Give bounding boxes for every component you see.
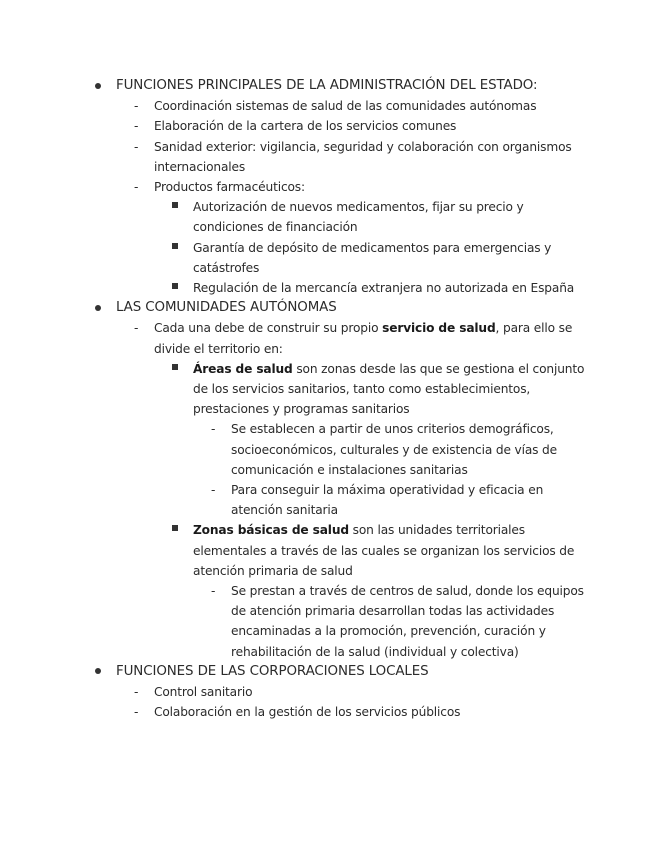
dash-marker: - [134,685,139,700]
list-item: - Productos farmacéuticos: [0,177,584,197]
section-heading: FUNCIONES DE LAS CORPORACIONES LOCALES [0,662,655,682]
document-body [0,76,655,723]
section-heading: LAS COMUNIDADES AUTÓNOMAS [0,298,655,318]
list-item: Regulación de la mercancía extranjera no autorizada en España [0,278,585,298]
list-item: Autorización de nuevos medicamentos, fijar su precio y condiciones de financiación [0,197,585,237]
list-item: - Para conseguir la máxima operatividad y eficacia en atención sanitaria [0,480,585,520]
dash-marker: - [134,705,139,720]
list-item: - Se prestan a través de centros de salud, donde los equipos de atención primaria desarrollan todas las actividades encaminadas a la promoción, prevención, curación y rehabilitación de la salud (individual y colectiva) [0,581,585,662]
bullet-dot-icon [95,662,101,682]
bullet-square-icon [172,278,178,298]
dash-marker: - [134,321,139,336]
list-item: - Coordinación sistemas de salud de las comunidades autónomas [0,96,584,116]
dash-marker: - [211,483,216,498]
list-item: Garantía de depósito de medicamentos para emergencias y catástrofes [0,238,585,278]
bullet-dot-icon [95,76,101,96]
list-item: - Colaboración en la gestión de los servicios públicos [0,702,584,722]
dash-marker: - [134,180,139,195]
list-item: - Control sanitario [0,682,584,702]
bullet-dot-icon [95,298,101,318]
list-item: - Elaboración de la cartera de los servicios comunes [0,116,584,136]
section-heading: FUNCIONES PRINCIPALES DE LA ADMINISTRACIÓN DEL ESTADO: [0,76,655,96]
bullet-square-icon [172,197,178,217]
dash-marker: - [211,584,216,599]
list-item: - Sanidad exterior: vigilancia, seguridad y colaboración con organismos internacionales [0,137,584,177]
bullet-square-icon [172,359,178,379]
list-item: Áreas de salud son zonas desde las que se gestiona el conjunto de los servicios sanitarios, tanto como establecimientos, prestaciones y programas sanitarios [0,359,585,420]
list-item: - Se establecen a partir de unos criterios demográficos, socioeconómicos, culturales y de existencia de vías de comunicación e instalaciones sanitarias [0,419,585,480]
bullet-square-icon [172,520,178,540]
list-item: Zonas básicas de salud son las unidades territoriales elementales a través de las cuales se organizan los servicios de atención primaria de salud [0,520,585,581]
list-item: - Cada una debe de construir su propio servicio de salud, para ello se divide el territorio en: [0,318,584,358]
dash-marker: - [134,119,139,134]
dash-marker: - [134,99,139,114]
dash-marker: - [134,139,139,154]
dash-marker: - [211,422,216,437]
bullet-square-icon [172,238,178,258]
